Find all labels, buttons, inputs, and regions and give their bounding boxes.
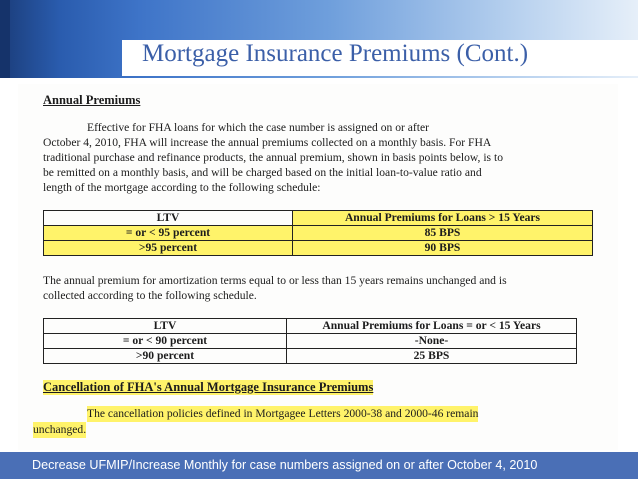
table-cell: >90 percent (44, 349, 287, 364)
table-cell: 25 BPS (287, 349, 577, 364)
table-cell: 90 BPS (293, 241, 593, 256)
table-row (44, 241, 593, 256)
table-header-premium: Annual Premiums for Loans > 15 Years (293, 211, 593, 226)
table-cell: = or < 90 percent (44, 334, 287, 349)
table-header-row (44, 211, 593, 226)
table-cell: >95 percent (44, 241, 293, 256)
table-row (44, 226, 593, 241)
slide-title: Mortgage Insurance Premiums (Cont.) (142, 40, 529, 67)
para3-line2: unchanged. (33, 423, 87, 436)
table-header-row (44, 319, 577, 334)
footer-text: Decrease UFMIP/Increase Monthly for case numbers assigned on or after October 4, 2010 (32, 458, 538, 472)
table-cell: = or < 95 percent (44, 226, 293, 241)
para1-line4: be remitted on a monthly basis, and will be charged based on the initial loan-to-value ratio and (43, 166, 482, 179)
scanned-document (18, 84, 618, 450)
header-stripe (0, 0, 10, 78)
table-row (44, 349, 577, 364)
table-row (44, 334, 577, 349)
para1-line2: October 4, 2010, FHA will increase the annual premiums collected on a monthly basis. For FHA (43, 136, 492, 149)
para2-line2: collected according to the following schedule. (43, 289, 257, 302)
para2-line1: The annual premium for amortization terms equal to or less than 15 years remains unchanged and is (43, 274, 507, 287)
premium-table-15-or-less (43, 318, 577, 364)
premium-table-over-15 (43, 210, 593, 256)
table-cell: 85 BPS (293, 226, 593, 241)
footer-bar (0, 452, 638, 479)
cancellation-heading: Cancellation of FHA's Annual Mortgage Insurance Premiums (43, 380, 374, 394)
para1-line5: length of the mortgage according to the following schedule: (43, 181, 321, 194)
para3-line1: The cancellation policies defined in Mortgagee Letters 2000-38 and 2000-46 remain (87, 407, 479, 420)
table-header-ltv: LTV (44, 319, 287, 334)
table-header-premium: Annual Premiums for Loans = or < 15 Years (287, 319, 577, 334)
para1-line3: traditional purchase and refinance products, the annual premium, shown in basis points below, is to (43, 151, 503, 164)
annual-premiums-heading: Annual Premiums (43, 93, 141, 107)
para1-line1: Effective for FHA loans for which the case number is assigned on or after (87, 121, 430, 134)
table-cell: -None- (287, 334, 577, 349)
table-header-ltv: LTV (44, 211, 293, 226)
